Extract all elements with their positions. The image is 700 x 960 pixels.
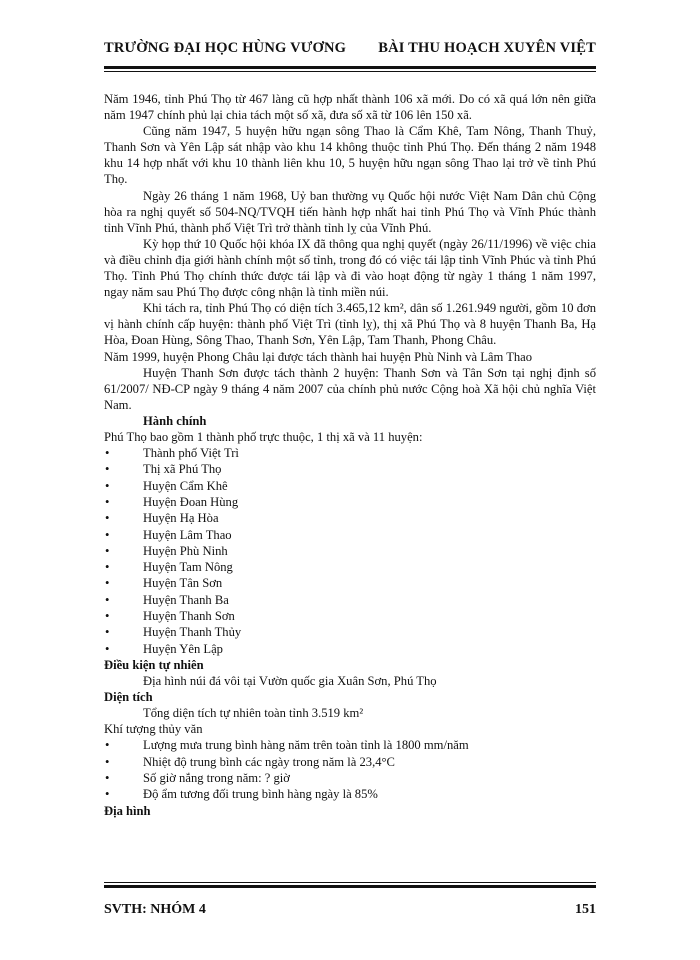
page-number: 151 — [575, 902, 596, 917]
paragraph: Năm 1999, huyện Phong Châu lại được tách thành hai huyện Phù Ninh và Lâm Thao — [104, 349, 533, 364]
paragraph: Địa hình núi đá vôi tại Vườn quốc gia Xuân Sơn, Phú Thọ — [143, 674, 437, 689]
section-heading-area: Diện tích — [104, 690, 153, 705]
section-heading-terrain: Địa hình — [104, 803, 151, 818]
list-item: • Huyện Hạ Hòa — [104, 510, 596, 526]
administrative-units-list — [104, 445, 596, 657]
list-item: • Thị xã Phú Thọ — [104, 461, 596, 477]
list-item: • Huyện Thanh Thủy — [104, 624, 596, 640]
climate-title: Khí tượng thủy văn — [104, 722, 203, 737]
footer-divider — [104, 882, 596, 888]
page-footer — [104, 902, 596, 922]
paragraph: Tổng diện tích tự nhiên toàn tỉnh 3.519 km² — [143, 706, 364, 721]
list-item: • Lượng mưa trung bình hàng năm trên toàn tỉnh là 1800 mm/năm — [104, 737, 596, 753]
list-item: • Nhiệt độ trung bình các ngày trong năm là 23,4°C — [104, 754, 596, 770]
paragraph: Cũng năm 1947, 5 huyện hữu ngạn sông Thao là Cẩm Khê, Tam Nông, Thanh Thuỷ, Thanh Sơn và Yên Lập sát nhập vào khu 14 không thuộc tỉnh Phú Thọ. Đến tháng 2 năm 1948 khu 14 hợp nhất với khu 10 thành liên khu 10, 5 huyện hữu ngạn sông Thao lại trở về tỉnh Phú Thọ. — [104, 124, 596, 187]
paragraph: Phú Thọ bao gồm 1 thành phố trực thuộc, 1 thị xã và 11 huyện: — [104, 429, 423, 444]
list-item: • Huyện Tam Nông — [104, 559, 596, 575]
list-item: • Huyện Thanh Ba — [104, 592, 596, 608]
list-item: • Số giờ nắng trong năm: ? giờ — [104, 770, 596, 786]
list-item: • Thành phố Việt Trì — [104, 445, 596, 461]
section-heading-natural-conditions: Điều kiện tự nhiên — [104, 657, 204, 672]
list-item: • Huyện Yên Lập — [104, 641, 596, 657]
page-header — [104, 40, 596, 60]
list-item: • Huyện Thanh Sơn — [104, 608, 596, 624]
list-item: • Độ ẩm tương đối trung bình hàng ngày là 85% — [104, 786, 596, 802]
header-report-title: BÀI THU HOẠCH XUYÊN VIỆT — [378, 40, 596, 56]
paragraph: Huyện Thanh Sơn được tách thành 2 huyện: Thanh Sơn và Tân Sơn tại nghị định số 61/2007/ NĐ-CP ngày 9 tháng 4 năm 2007 của chính phủ nước Cộng hoà Xã hội chủ nghĩa Việt Nam. — [104, 365, 596, 412]
paragraph: Kỳ họp thứ 10 Quốc hội khóa IX đã thông qua nghị quyết (ngày 26/11/1996) về việc chia và điều chỉnh địa giới hành chính một số tỉnh, trong đó có việc tái lập tỉnh Vĩnh Phúc và tỉnh Phú Thọ. Tỉnh Phú Thọ chính thức được tái lập và đi vào hoạt động từ ngày 1 tháng 1 năm 1997, ngay năm sau Phú Thọ được công nhận là tỉnh miền núi. — [104, 236, 596, 300]
section-heading-administration: Hành chính — [143, 413, 207, 428]
paragraph: Năm 1946, tỉnh Phú Thọ từ 467 làng cũ hợp nhất thành 106 xã mới. Do có xã quá lớn nên giữa năm 1947 chính phủ lại chia tách một số xã, đưa số xã từ 106 lên 150 xã. — [104, 92, 596, 123]
climate-list — [104, 737, 596, 802]
list-item: • Huyện Tân Sơn — [104, 575, 596, 591]
paragraph: Ngày 26 tháng 1 năm 1968, Uỷ ban thường vụ Quốc hội nước Việt Nam Dân chủ Cộng hòa ra nghị quyết số 504-NQ/TVQH tiến hành hợp nhất hai tỉnh Phú Thọ và Vĩnh Phúc thành tỉnh Vĩnh Phú, thành phố Việt Trì trở thành tỉnh lỵ của Vĩnh Phú. — [104, 188, 596, 235]
document-body — [104, 91, 596, 819]
footer-group-label: SVTH: NHÓM 4 — [104, 902, 206, 917]
list-item: • Huyện Phù Ninh — [104, 543, 596, 559]
list-item: • Huyện Cẩm Khê — [104, 478, 596, 494]
list-item: • Huyện Đoan Hùng — [104, 494, 596, 510]
header-divider — [104, 66, 596, 72]
header-school-name: TRƯỜNG ĐẠI HỌC HÙNG VƯƠNG — [104, 40, 347, 56]
paragraph: Khi tách ra, tỉnh Phú Thọ có diện tích 3.465,12 km², dân số 1.261.949 người, gồm 10 đơn vị hành chính cấp huyện: thành phố Việt Trì (tỉnh lỵ), thị xã Phú Thọ và 8 huyện Thanh Ba, Hạ Hòa, Đoan Hùng, Sông Thao, Thanh Sơn, Yên Lập, Tam Thanh, Phong Châu. — [104, 301, 596, 348]
list-item: • Huyện Lâm Thao — [104, 527, 596, 543]
